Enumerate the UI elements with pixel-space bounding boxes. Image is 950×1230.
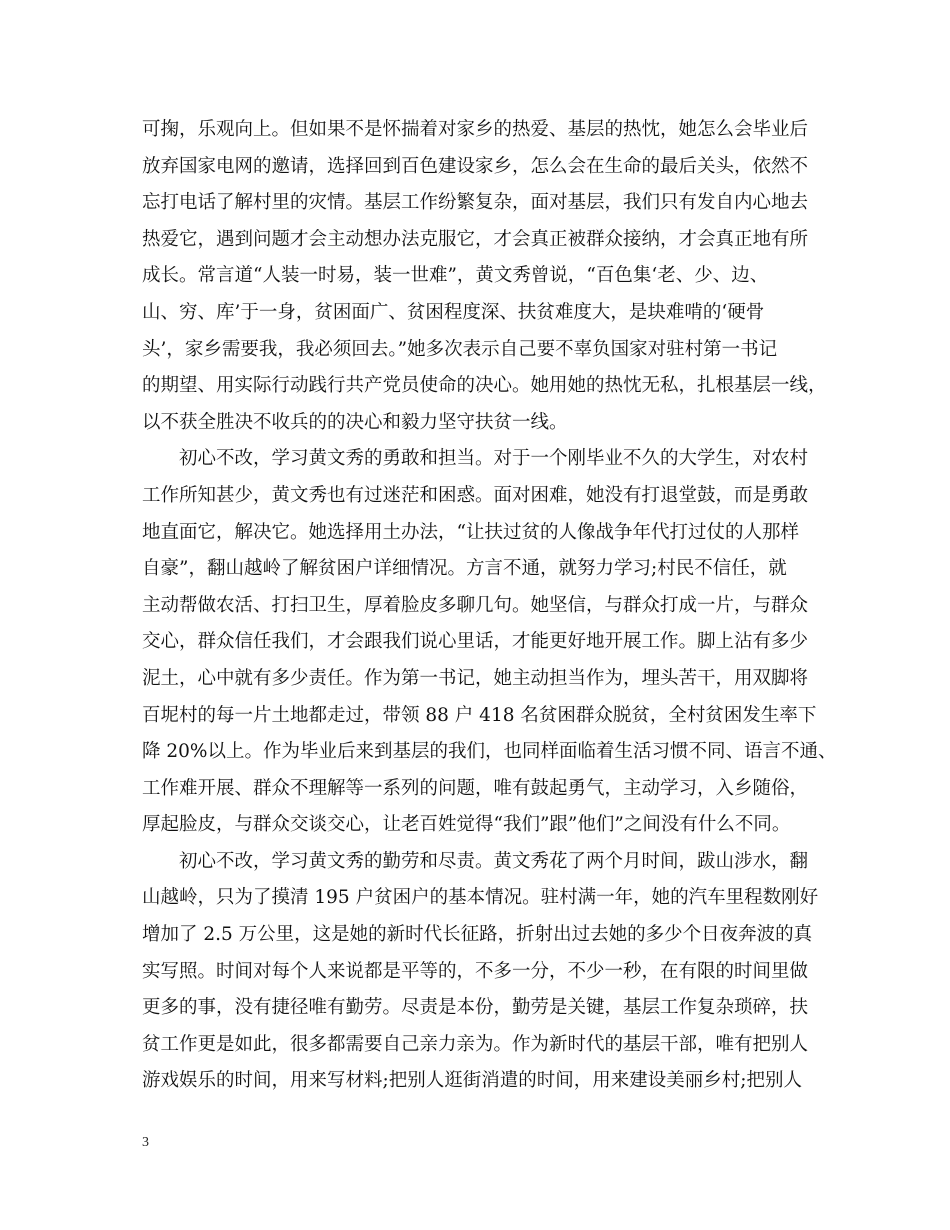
text-line: 泥土，心中就有多少责任。作为第一书记，她主动担当作为，埋头苦干，用双脚将 [142, 667, 809, 689]
text-line: 山、穷、库’于一身，贫困面广、贫困程度深、扶贫难度大，是块难啃的‘硬骨 [142, 301, 765, 323]
text-line: 降 20%以上。作为毕业后来到基层的我们，也同样面临着生活习惯不同、语言不通、 [142, 741, 837, 763]
text-line: 可掬，乐观向上。但如果不是怀揣着对家乡的热爱、基层的热忱，她怎么会毕业后 [142, 119, 809, 140]
text-line: 厚起脸皮，与群众交谈交心，让老百姓觉得“我们”跟”他们”之间没有什么不同。 [142, 814, 791, 836]
text-line: 自豪”，翻山越岭了解贫困户详细情况。方言不通，就努力学习;村民不信任，就 [142, 558, 787, 580]
text-line: 贫工作更是如此，很多都需要自己亲力亲为。作为新时代的基层干部，唯有把别人 [142, 1033, 809, 1055]
text-line: 工作所知甚少，黄文秀也有过迷茫和困惑。面对困难，她没有打退堂鼓，而是勇敢 [142, 484, 809, 506]
text-line: 山越岭，只为了摸清 195 户贫困户的基本情况。驻村满一年，她的汽车里程数刚好 [142, 887, 819, 909]
text-line: 成长。常言道“人装一时易，装一世难”，黄文秀曾说，“百色集‘老、少、边、 [142, 265, 769, 287]
text-line: 游戏娱乐的时间，用来写材料;把别人逛街消遣的时间，用来建设美丽乡村;把别人 [142, 1070, 802, 1092]
text-line: 忘打电话了解村里的灾情。基层工作纷繁复杂，面对基层，我们只有发自内心地去 [142, 192, 809, 214]
text-line: 地直面它，解决它。她选择用土办法，“让扶过贫的人像战争年代打过仗的人那样 [142, 521, 799, 543]
text-line: 增加了 2.5 万公里，这是她的新时代长征路，折射出过去她的多少个日夜奔波的真 [142, 924, 813, 946]
text-line: 主动帮做农活、打扫卫生，厚着脸皮多聊几句。她坚信，与群众打成一片，与群众 [142, 594, 809, 616]
text-line: 放弃国家电网的邀请，选择回到百色建设家乡，怎么会在生命的最后关头，依然不 [142, 155, 809, 177]
page-number: 3 [142, 1135, 149, 1150]
text-line: 初心不改，学习黄文秀的勇敢和担当。对于一个刚毕业不久的大学生，对农村 [142, 448, 809, 470]
text-line: 百坭村的每一片土地都走过，带领 88 户 418 名贫困群众脱贫，全村贫困发生率下 [142, 704, 817, 726]
text-line: 的期望、用实际行动践行共产党员使命的决心。她用她的热忱无私，扎根基层一线， [142, 375, 827, 397]
text-line: 实写照。时间对每个人来说都是平等的，不多一分，不少一秒，在有限的时间里做 [142, 960, 809, 982]
text-line: 交心，群众信任我们，才会跟我们说心里话，才能更好地开展工作。脚上沾有多少 [142, 631, 809, 653]
text-line: 头’，家乡需要我，我必须回去。”她多次表示自己要不辜负国家对驻村第一书记 [142, 338, 778, 360]
text-line: 初心不改，学习黄文秀的勤劳和尽责。黄文秀花了两个月时间，跋山涉水，翻 [142, 850, 809, 872]
text-line: 热爱它，遇到问题才会主动想办法克服它，才会真正被群众接纳，才会真正地有所 [142, 228, 809, 250]
body-text [142, 112, 837, 1100]
text-line: 工作难开展、群众不理解等一系列的问题，唯有鼓起勇气，主动学习，入乡随俗， [142, 777, 809, 799]
text-line: 以不获全胜决不收兵的的决心和毅力坚守扶贫一线。 [142, 411, 568, 433]
text-line: 更多的事，没有捷径唯有勤劳。尽责是本份，勤劳是关键，基层工作复杂琐碎，扶 [142, 997, 809, 1019]
